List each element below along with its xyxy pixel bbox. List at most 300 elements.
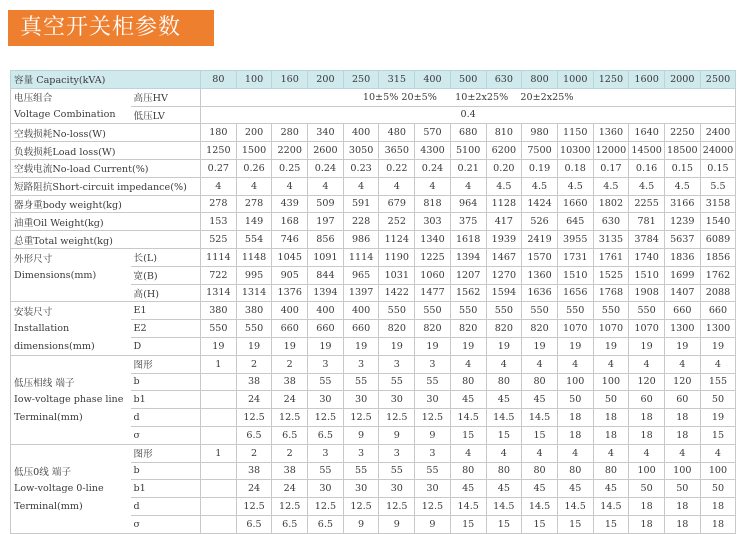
- table-cell: 30: [415, 480, 451, 498]
- table-cell: 12.5: [379, 498, 415, 516]
- table-cell: 2600: [308, 142, 344, 160]
- table-cell: 2: [272, 444, 308, 462]
- table-cell: 680: [450, 124, 486, 142]
- table-cell: 4: [343, 177, 379, 195]
- capacity-header-cell: 80: [201, 71, 237, 89]
- table-cell: 18: [664, 515, 700, 533]
- table-cell: 1856: [700, 248, 736, 266]
- table-cell: 18: [664, 409, 700, 427]
- table-cell: 4: [450, 444, 486, 462]
- table-cell: 3955: [557, 231, 593, 249]
- table-cell: 197: [308, 213, 344, 231]
- table-cell: 14.5: [593, 498, 629, 516]
- table-cell: 19: [201, 337, 237, 355]
- table-cell: 19: [593, 337, 629, 355]
- table-cell: 1570: [522, 248, 558, 266]
- table-cell: 303: [415, 213, 451, 231]
- table-cell: 570: [415, 124, 451, 142]
- table-cell: 4: [593, 444, 629, 462]
- table-cell: 30: [379, 391, 415, 409]
- table-cell: 3166: [664, 195, 700, 213]
- table-cell: 6.5: [272, 515, 308, 533]
- table-cell: 14.5: [486, 498, 522, 516]
- row-sublabel: 宽(B): [131, 266, 201, 284]
- table-cell: 0.20: [486, 159, 522, 177]
- capacity-header-row: [11, 71, 736, 89]
- table-cell: 55: [379, 462, 415, 480]
- group-label: 低压相线 端子: [11, 373, 131, 391]
- table-cell: [201, 426, 237, 444]
- table-cell: 19: [308, 337, 344, 355]
- table-cell: 550: [557, 302, 593, 320]
- parameter-table-body: [11, 71, 736, 534]
- table-cell: 19: [379, 337, 415, 355]
- capacity-header-cell: 500: [450, 71, 486, 89]
- row-sublabel: σ: [131, 515, 201, 533]
- table-cell: 1207: [450, 266, 486, 284]
- table-cell: 18: [593, 409, 629, 427]
- table-cell: 4: [522, 355, 558, 373]
- table-cell: 50: [629, 480, 665, 498]
- table-cell: 280: [272, 124, 308, 142]
- table-cell: 1562: [450, 284, 486, 302]
- table-cell: 6.5: [236, 426, 272, 444]
- table-row: [11, 124, 736, 142]
- table-cell: 550: [201, 320, 237, 338]
- table-cell: 4: [272, 177, 308, 195]
- table-cell: 4: [308, 177, 344, 195]
- table-cell: 4.5: [486, 177, 522, 195]
- table-cell: 30: [308, 480, 344, 498]
- table-cell: 4.5: [557, 177, 593, 195]
- row-sublabel: 长(L): [131, 248, 201, 266]
- table-cell: 100: [557, 373, 593, 391]
- table-cell: 1: [201, 355, 237, 373]
- table-row: [11, 159, 736, 177]
- table-cell: 14500: [629, 142, 665, 160]
- table-cell: 14.5: [522, 498, 558, 516]
- table-cell: 3650: [379, 142, 415, 160]
- table-cell: 1908: [629, 284, 665, 302]
- group-label: [11, 355, 131, 373]
- table-cell: [201, 480, 237, 498]
- table-cell: 6.5: [308, 515, 344, 533]
- table-row: [11, 337, 736, 355]
- table-cell: 14.5: [486, 409, 522, 427]
- table-row: [11, 302, 736, 320]
- table-cell: 12.5: [343, 409, 379, 427]
- capacity-header-cell: 400: [415, 71, 451, 89]
- voltage-label-en: Voltage Combination: [11, 106, 131, 124]
- parameter-table: [10, 70, 736, 534]
- table-cell: 19: [236, 337, 272, 355]
- table-cell: 24: [272, 391, 308, 409]
- table-cell: 45: [593, 480, 629, 498]
- table-cell: 509: [308, 195, 344, 213]
- table-cell: 4: [557, 444, 593, 462]
- table-cell: 0.23: [343, 159, 379, 177]
- table-cell: 3: [379, 444, 415, 462]
- table-cell: 15: [486, 426, 522, 444]
- capacity-label: 容量 Capacity(kVA): [11, 71, 201, 89]
- table-row: [11, 498, 736, 516]
- table-cell: 4: [236, 177, 272, 195]
- table-cell: 149: [236, 213, 272, 231]
- group-label: [11, 444, 131, 462]
- table-cell: 1510: [557, 266, 593, 284]
- table-cell: 1250: [201, 142, 237, 160]
- table-cell: [201, 498, 237, 516]
- voltage-lv-row: [11, 106, 736, 124]
- table-cell: [201, 391, 237, 409]
- table-cell: 550: [522, 302, 558, 320]
- group-label: Iow-voltage phase line: [11, 391, 131, 409]
- table-cell: 18500: [664, 142, 700, 160]
- table-cell: 19: [522, 337, 558, 355]
- table-cell: 12.5: [415, 409, 451, 427]
- table-cell: 55: [343, 373, 379, 391]
- table-cell: 781: [629, 213, 665, 231]
- table-cell: 980: [522, 124, 558, 142]
- table-cell: 1422: [379, 284, 415, 302]
- table-cell: 80: [557, 462, 593, 480]
- table-cell: 2255: [629, 195, 665, 213]
- table-cell: 550: [629, 302, 665, 320]
- table-cell: 7500: [522, 142, 558, 160]
- table-cell: 1114: [201, 248, 237, 266]
- table-cell: 6.5: [272, 426, 308, 444]
- table-cell: 18: [629, 515, 665, 533]
- row-label: 短路阻抗Short-circuit impedance(%): [11, 177, 201, 195]
- row-sublabel: 高(H): [131, 284, 201, 302]
- table-cell: 550: [593, 302, 629, 320]
- table-cell: 1394: [450, 248, 486, 266]
- table-cell: 3: [308, 355, 344, 373]
- table-cell: 9: [415, 426, 451, 444]
- table-cell: 100: [593, 373, 629, 391]
- group-label: Installation: [11, 320, 131, 338]
- table-cell: 4.5: [593, 177, 629, 195]
- table-cell: 0.16: [629, 159, 665, 177]
- capacity-header-cell: 630: [486, 71, 522, 89]
- table-cell: 80: [450, 462, 486, 480]
- table-cell: 252: [379, 213, 415, 231]
- table-cell: 1360: [522, 266, 558, 284]
- table-cell: 1407: [664, 284, 700, 302]
- table-cell: 18: [557, 409, 593, 427]
- table-cell: 278: [201, 195, 237, 213]
- table-cell: 38: [272, 373, 308, 391]
- table-row: [11, 515, 736, 533]
- table-cell: 591: [343, 195, 379, 213]
- table-cell: 6089: [700, 231, 736, 249]
- table-cell: 15: [522, 426, 558, 444]
- table-cell: 14.5: [522, 409, 558, 427]
- table-cell: 50: [557, 391, 593, 409]
- table-cell: [201, 373, 237, 391]
- table-cell: 1761: [593, 248, 629, 266]
- table-cell: 1340: [415, 231, 451, 249]
- table-cell: 1836: [664, 248, 700, 266]
- group-label: dimensions(mm): [11, 337, 131, 355]
- capacity-header-cell: 250: [343, 71, 379, 89]
- group-label: 安装尺寸: [11, 302, 131, 320]
- capacity-header-cell: 1250: [593, 71, 629, 89]
- table-cell: 4: [201, 177, 237, 195]
- table-cell: 554: [236, 231, 272, 249]
- table-cell: 30: [343, 391, 379, 409]
- table-cell: 375: [450, 213, 486, 231]
- table-cell: 55: [415, 462, 451, 480]
- table-cell: 995: [236, 266, 272, 284]
- row-sublabel: E2: [131, 320, 201, 338]
- table-cell: 5.5: [700, 177, 736, 195]
- row-sublabel: 图形: [131, 444, 201, 462]
- group-label: [11, 426, 131, 444]
- table-cell: 24: [236, 480, 272, 498]
- table-cell: 15: [557, 515, 593, 533]
- table-cell: 18: [664, 498, 700, 516]
- table-cell: 24: [236, 391, 272, 409]
- table-cell: 18: [629, 426, 665, 444]
- table-cell: 55: [379, 373, 415, 391]
- table-cell: 55: [343, 462, 379, 480]
- table-cell: 45: [557, 480, 593, 498]
- table-cell: 3158: [700, 195, 736, 213]
- table-cell: 380: [201, 302, 237, 320]
- table-cell: 19: [700, 337, 736, 355]
- table-cell: 14.5: [450, 498, 486, 516]
- table-cell: 19: [700, 409, 736, 427]
- table-cell: 820: [415, 320, 451, 338]
- table-cell: 80: [486, 373, 522, 391]
- table-cell: 0.27: [201, 159, 237, 177]
- table-cell: 818: [415, 195, 451, 213]
- table-cell: [201, 515, 237, 533]
- table-cell: 4: [557, 355, 593, 373]
- table-cell: 4.5: [522, 177, 558, 195]
- table-cell: 80: [593, 462, 629, 480]
- table-cell: 1: [201, 444, 237, 462]
- row-sublabel: b1: [131, 391, 201, 409]
- table-cell: 1802: [593, 195, 629, 213]
- table-row: [11, 391, 736, 409]
- table-cell: 6200: [486, 142, 522, 160]
- table-cell: 1225: [415, 248, 451, 266]
- table-row: [11, 195, 736, 213]
- table-cell: 965: [343, 266, 379, 284]
- row-sublabel: d: [131, 498, 201, 516]
- table-cell: 1540: [700, 213, 736, 231]
- table-cell: 1070: [557, 320, 593, 338]
- table-cell: 1239: [664, 213, 700, 231]
- row-sublabel: b1: [131, 480, 201, 498]
- table-cell: 9: [343, 426, 379, 444]
- table-cell: 1300: [700, 320, 736, 338]
- table-row: [11, 409, 736, 427]
- table-cell: 0.18: [557, 159, 593, 177]
- table-cell: 820: [486, 320, 522, 338]
- table-row: [11, 480, 736, 498]
- table-cell: 820: [379, 320, 415, 338]
- row-label: 油重Oil Weight(kg): [11, 213, 201, 231]
- table-cell: 14.5: [557, 498, 593, 516]
- table-cell: 660: [664, 302, 700, 320]
- table-cell: 18: [557, 426, 593, 444]
- table-cell: 1510: [629, 266, 665, 284]
- table-cell: 340: [308, 124, 344, 142]
- group-label: Terminal(mm): [11, 498, 131, 516]
- table-cell: 4: [450, 177, 486, 195]
- table-cell: 0.19: [522, 159, 558, 177]
- table-cell: 905: [272, 266, 308, 284]
- table-cell: 1045: [272, 248, 308, 266]
- table-row: [11, 462, 736, 480]
- table-cell: 844: [308, 266, 344, 284]
- row-sublabel: b: [131, 462, 201, 480]
- group-label: [11, 515, 131, 533]
- table-cell: 679: [379, 195, 415, 213]
- table-cell: 80: [486, 462, 522, 480]
- table-cell: 4: [415, 177, 451, 195]
- table-cell: 645: [557, 213, 593, 231]
- table-cell: 12.5: [308, 409, 344, 427]
- table-cell: 19: [272, 337, 308, 355]
- table-cell: 4: [629, 355, 665, 373]
- table-cell: 4: [486, 444, 522, 462]
- capacity-header-cell: 1600: [629, 71, 665, 89]
- row-sublabel: D: [131, 337, 201, 355]
- table-cell: 1148: [236, 248, 272, 266]
- row-label: 负载损耗Load loss(W): [11, 142, 201, 160]
- row-label: 空载损耗No-loss(W): [11, 124, 201, 142]
- table-cell: 4.5: [629, 177, 665, 195]
- table-cell: 30: [415, 391, 451, 409]
- table-cell: 0.26: [236, 159, 272, 177]
- table-cell: 4: [450, 355, 486, 373]
- table-cell: 50: [700, 391, 736, 409]
- table-cell: 1070: [593, 320, 629, 338]
- table-row: [11, 320, 736, 338]
- table-cell: [201, 462, 237, 480]
- table-cell: 0.25: [272, 159, 308, 177]
- table-cell: 4: [486, 355, 522, 373]
- table-cell: 1762: [700, 266, 736, 284]
- voltage-label-cn: 电压组合: [11, 88, 131, 106]
- table-cell: 0.15: [700, 159, 736, 177]
- table-cell: 180: [201, 124, 237, 142]
- capacity-header-cell: 160: [272, 71, 308, 89]
- table-cell: 2200: [272, 142, 308, 160]
- table-cell: 1190: [379, 248, 415, 266]
- voltage-hv-label: 高压HV: [131, 88, 201, 106]
- table-cell: 228: [343, 213, 379, 231]
- table-cell: 19: [415, 337, 451, 355]
- table-cell: 1467: [486, 248, 522, 266]
- table-cell: 1070: [629, 320, 665, 338]
- table-cell: 1424: [522, 195, 558, 213]
- table-cell: 1477: [415, 284, 451, 302]
- table-row: [11, 444, 736, 462]
- row-sublabel: b: [131, 373, 201, 391]
- table-cell: 0.22: [379, 159, 415, 177]
- table-cell: 550: [415, 302, 451, 320]
- table-cell: 550: [236, 320, 272, 338]
- table-cell: 1376: [272, 284, 308, 302]
- table-cell: 660: [308, 320, 344, 338]
- table-cell: 2: [236, 444, 272, 462]
- table-row: [11, 177, 736, 195]
- table-cell: 810: [486, 124, 522, 142]
- table-cell: 9: [343, 515, 379, 533]
- table-cell: 550: [450, 302, 486, 320]
- table-cell: 1314: [236, 284, 272, 302]
- table-cell: 30: [308, 391, 344, 409]
- table-cell: 30: [379, 480, 415, 498]
- table-cell: 1128: [486, 195, 522, 213]
- table-cell: 80: [450, 373, 486, 391]
- table-cell: 2250: [664, 124, 700, 142]
- table-cell: 19: [629, 337, 665, 355]
- table-cell: 168: [272, 213, 308, 231]
- row-sublabel: 图形: [131, 355, 201, 373]
- voltage-hv-row: [11, 88, 736, 106]
- table-cell: 55: [415, 373, 451, 391]
- table-cell: 50: [593, 391, 629, 409]
- table-cell: 746: [272, 231, 308, 249]
- table-cell: 10300: [557, 142, 593, 160]
- table-cell: 19: [486, 337, 522, 355]
- capacity-header-cell: 2000: [664, 71, 700, 89]
- table-cell: 155: [700, 373, 736, 391]
- table-cell: 1060: [415, 266, 451, 284]
- table-cell: 12.5: [415, 498, 451, 516]
- table-cell: 45: [486, 391, 522, 409]
- table-cell: 100: [664, 462, 700, 480]
- table-cell: 45: [450, 391, 486, 409]
- table-cell: 1768: [593, 284, 629, 302]
- table-cell: 278: [236, 195, 272, 213]
- table-cell: 0.17: [593, 159, 629, 177]
- voltage-lv-value: 0.4: [201, 106, 736, 124]
- table-row: [11, 373, 736, 391]
- table-cell: 5637: [664, 231, 700, 249]
- table-cell: 660: [272, 320, 308, 338]
- table-cell: 4: [664, 444, 700, 462]
- table-cell: [201, 409, 237, 427]
- table-cell: 2088: [700, 284, 736, 302]
- table-cell: 9: [379, 515, 415, 533]
- table-cell: 856: [308, 231, 344, 249]
- table-cell: 1640: [629, 124, 665, 142]
- table-cell: 3: [415, 355, 451, 373]
- table-cell: 55: [308, 462, 344, 480]
- table-cell: 45: [486, 480, 522, 498]
- table-cell: 1500: [236, 142, 272, 160]
- table-cell: 2419: [522, 231, 558, 249]
- table-cell: 3: [415, 444, 451, 462]
- table-cell: 0.21: [450, 159, 486, 177]
- table-cell: 0.24: [415, 159, 451, 177]
- capacity-header-cell: 2500: [700, 71, 736, 89]
- table-cell: 4: [664, 355, 700, 373]
- table-cell: 9: [379, 426, 415, 444]
- table-cell: 526: [522, 213, 558, 231]
- table-cell: 6.5: [308, 426, 344, 444]
- table-cell: 4.5: [664, 177, 700, 195]
- table-cell: 18: [629, 498, 665, 516]
- table-cell: 3: [308, 444, 344, 462]
